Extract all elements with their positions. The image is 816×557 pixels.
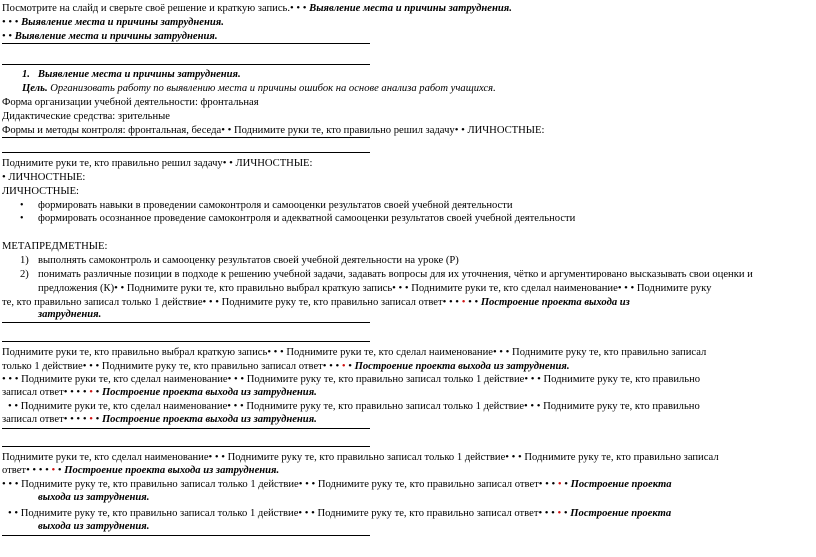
body-text: предложения (К) [38,283,115,294]
bullet-dots: • [468,297,472,308]
body-text: Поднимите руку те, кто правильно записал только 1 действие [227,452,506,463]
bullet-dot: • [8,31,13,42]
bullet-dots: • [95,387,100,398]
bullet-dots: • • • [617,283,635,294]
bullet-dots: • • • [538,508,555,519]
list-number: 2) [20,269,29,280]
text-line [2,386,317,399]
divider [2,43,370,44]
bullet-dot: • [222,158,227,169]
heading-text: Построение проекта выхода из [480,297,630,308]
bullet-dots: • [95,414,100,425]
body-text: записал ответ [2,414,64,425]
text-line [2,360,570,373]
text-line: ЛИЧНОСТНЫЕ: [2,186,79,197]
bullet-dots: • • • [538,479,556,490]
text-line [2,171,85,184]
bullet-dot: • [114,283,118,294]
heading-text: затруднения. [38,309,102,320]
bullet-dot: • [20,213,24,224]
bullet-dot: • [474,297,479,308]
body-text: Поднимите руку те, кто правильно [543,374,701,385]
text-line [38,282,711,295]
body-text: Поднимите руку те, кто правильно записал только 1 действие [246,401,525,412]
bullet-dots: • • • [298,508,315,519]
text-line [2,373,700,386]
list-item: понимать различные позиции в подходе к решению учебной задачи, задавать вопросы для их уточнения, чётко и аргументировано высказывать свои оценки и [38,269,753,280]
list-number: 1) [20,255,29,266]
heading-text: Построение проекта выхода из затруднения. [101,387,317,398]
heading-text: Выявление места и причины затруднения. [21,17,224,28]
body-text: Поднимите руку те, кто правильно записал только 1 действие [20,508,299,519]
body-text: Поднимите руку те, кто правильно [543,401,700,412]
control-text: Формы и методы контроля: фронтальная, беседа [2,125,222,136]
bullet-dots: • • • [208,452,225,463]
heading-text: Построение проекта выхода из затруднения. [354,361,570,372]
bullet-dots: • • • [202,297,219,308]
text-line [2,413,317,426]
heading-text: Построение проекта [570,508,672,519]
bullet-dots: • • • [2,479,19,490]
heading-text: Выявление места и причины затруднения. [309,3,512,14]
bullet-dots: • • • [82,361,100,372]
section-title [22,68,241,81]
red-dot: • [89,414,93,425]
divider [2,446,370,447]
bullet-dots: • • • [227,374,245,385]
bullet-dots: • • • [63,414,81,425]
bullet-dot: • [14,508,19,519]
body-text: Поднимите руки те, кто правильно выбрал краткую запись [2,347,268,358]
body-text: Поднимите руки те, кто сделал наименование [2,452,209,463]
bullet-dots: • • • [227,401,244,412]
bullet-dot: • [461,125,465,136]
bullet-dots: • • • [492,347,510,358]
text-line [2,478,672,491]
bullet-dots: • • • [298,479,316,490]
bullet-dots: • • • [290,3,307,14]
bullet-dots: • • • [63,387,81,398]
body-text: ЛИЧНОСТНЫЕ: [8,172,86,183]
control-line [2,124,544,137]
bullet-dots: • • • [26,465,43,476]
heading-text: Выявление места и причины затруднения. [14,31,218,42]
body-text: Поднимите руку те, кто правильно записал [512,347,707,358]
body-text: Поднимите руки те, кто сделал наименование [286,347,493,358]
body-text: Поднимите руку те, кто правильно записал ответ [221,297,443,308]
bullet-dot: • [14,401,19,412]
bullet-dot: • [221,125,225,136]
heading-text: Построение проекта выхода из затруднения. [101,414,317,425]
bullet-dots: • [348,361,352,372]
bullet-dot: • [454,125,459,136]
goal-line [22,82,496,95]
section-number: 1. [22,69,30,80]
body-text: те, кто правильно записал только 1 действие [2,297,203,308]
body-text: Поднимите руки те, кто правильно выбрал краткую запись [126,283,393,294]
meta-heading: МЕТАПРЕДМЕТНЫЕ: [2,241,108,252]
red-dot: • [89,387,93,398]
body-text: Поднимите руки те, кто сделал наименование [21,374,228,385]
heading-text: Построение проекта выхода из затруднения. [64,465,280,476]
text-line [8,400,700,413]
body-text: ЛИЧНОСТНЫЕ: [235,158,313,169]
list-item: выполнять самоконтроль и самооценку результатов своей учебной деятельности на уроке (Р) [38,255,459,266]
bullet-dots: • • • [2,17,19,28]
bullet-dots: • [8,508,12,519]
body-text: Поднимите руку те, кто правильно записал только 1 действие [21,479,299,490]
bullet-dots: • • • [505,452,522,463]
heading-text: Построение проекта [570,479,672,490]
text-line [2,30,218,43]
bullet-dots: • [564,479,568,490]
body-text: Поднимите руки те, кто сделал наименование [411,283,618,294]
text-line [8,507,671,520]
divider [2,64,370,65]
text-line [2,157,312,170]
red-dot: • [557,508,562,519]
bullet-dot: • [82,387,87,398]
bullet-dots: • • • [392,283,409,294]
bullet-dots: • • • [2,374,19,385]
red-dot: • [461,297,466,308]
divider [2,137,370,138]
section-title-text: Выявление места и причины затруднения. [37,69,241,80]
body-text: Поднимите руки те, кто сделал наименование [20,401,228,412]
didactic-line: Дидактические средства: зрительные [2,111,170,122]
body-text: Поднимите руку те, кто правильно записал ответ [101,361,323,372]
bullet-dot: • [20,200,24,211]
text-line [2,16,224,29]
text-line [2,464,279,477]
list-item: формировать осознанное проведение самоконтроля и адекватной самооценки результатов своей учебной деятельности [38,213,576,224]
red-dot: • [341,361,346,372]
body-text: Поднимите руку [636,283,712,294]
body-text: Поднимите руки те, кто правильно решил задачу [2,158,223,169]
heading-text: выхода из затруднения. [38,492,150,503]
divider [2,428,370,429]
bullet-dot: • [120,283,125,294]
bullet-dots: • [57,465,62,476]
bullet-dots: • • • [524,401,541,412]
text-line [2,451,719,464]
control-text: Поднимите руки те, кто правильно решил задачу [233,125,455,136]
divider [2,322,370,323]
control-text: ЛИЧНОСТНЫЕ: [467,125,545,136]
bullet-dots: • • • [267,347,284,358]
bullet-dots: • [563,508,568,519]
body-text: записал ответ [2,387,64,398]
divider [2,341,370,342]
form-line: Форма организации учебной деятельности: фронтальная [2,97,259,108]
bullet-dot: • [2,172,6,183]
body-text: Поднимите руку те, кто правильно записал ответ [317,479,539,490]
body-text: ответ [2,465,27,476]
bullet-dot: • [229,158,233,169]
bullet-dots: • • • [524,374,541,385]
body-text: только 1 действие [2,361,83,372]
goal-text: Организовать работу по выявлению места и причины ошибок на основе анализа работ учащихся. [50,83,496,94]
bullet-dots: • • • [322,361,340,372]
red-dot: • [557,479,562,490]
list-item: формировать навыки в проведении самоконтроля и самооценки результатов своей учебной деятельности [38,200,513,211]
text-line [2,2,512,15]
bullet-dot: • [227,125,232,136]
heading-text: выхода из затруднения. [38,521,150,532]
bullet-dots: • [2,31,6,42]
body-text: Поднимите руку те, кто правильно записал [524,452,719,463]
goal-label: Цель. [22,83,48,94]
bullet-dots: • [8,401,12,412]
bullet-dot: • [45,465,49,476]
text-line [2,346,706,359]
divider [2,152,370,153]
body-text: Поднимите руку те, кто правильно записал ответ [317,508,539,519]
red-dot: • [51,465,56,476]
bullet-dots: • • • [442,297,460,308]
divider [2,535,370,536]
body-text: Поднимите руку те, кто правильно записал только 1 действие [246,374,525,385]
bullet-dot: • [82,414,87,425]
instruction-text: Посмотрите на слайд и сверьте своё решение и краткую запись. [2,3,291,14]
